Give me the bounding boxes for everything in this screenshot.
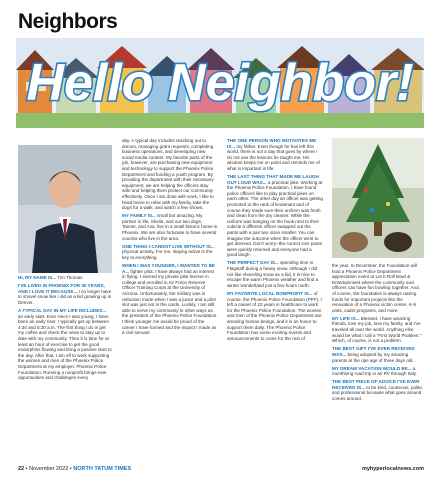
banner-title: Hello Neighbor! [26,54,414,112]
question-heading: MY DREAM VACATION WOULD BE... [332,365,412,371]
question-heading: MY LIFE IS... [332,315,360,321]
footer-left [18,466,131,472]
issue-date: November 2022 [29,466,69,472]
hello-neighbor-banner [16,38,424,128]
question-heading: THE PERFECT DAY IS... [227,260,279,266]
answer-text: fighter pilot. I have always had an interest in flying. I earned my private pilot license in college and enrolled in Air Force Reserve Officer Training Corps at the University of Arizona. Unfortunately, the military was in reduction mode when I was a junior and a pilot slot was just not in the cards. Luckily, I am still able to serve my community in other ways as the president of the Phoenix Police Foundation. I think younger me would be proud of the career I have formed and the impact I made as a civil servant. [122,268,218,336]
page-number: 22 [18,466,25,472]
answer-text: a monthlong road trip in an RV through Italy. [332,365,418,377]
page-footer [18,466,424,472]
answer-text: Tim Thomas [57,275,83,280]
column-2 [122,138,218,338]
publication-name: NORTH TATUM TIMES [73,466,132,472]
portrait-photo [18,145,112,273]
question-heading: WHEN I WAS YOUNGER, I WANTED TO BE A... [122,262,215,274]
question-heading: THE ONE PERSON WHO MOTIVATES ME IS... [227,138,317,149]
answer-text: of course, the Phoenix Police Foundation (PPF). I left a career of 22 years in healthcare to work for the Phoenix Police Foundation. The women and men of the Phoenix Police Department are amazing human beings, and it is an honor to support them daily. The Phoenix Police Foundation has some exciting events and announcements to come for the rest of [227,290,322,341]
answer-text: being adopted by my amazing parents at the ripe age of three days old. [332,351,414,363]
column-3 [227,138,323,344]
family-photo [332,138,424,258]
answer-text: I no longer have to shovel snow like I did as a kid growing up in Denver. [18,288,112,305]
answer-text: my father. Even though he has left this world, there is not a day that goes by where I do not use the lessons he taught me. His wisdom keeps me on point and reminds me of what is important in life. [227,143,320,171]
column-4 [332,263,424,404]
section-title: Neighbors [18,10,118,33]
website-link[interactable]: myhyperlocalnews.com [361,466,424,472]
question-heading: THE BEST GIFT I'VE EVER RECEIVED WAS... [332,346,415,357]
footer-separator: • [25,466,30,472]
question-heading: HI, MY NAME IS... [18,275,57,280]
answer-text: a practical joke. Working at the Phoenix Police Foundation, I have found police officers like to play practical jokes on each other. The other day an officer was getting promoted to the rank of lieutenant and of course they made sure their uniform was fresh and clean from the dry cleaner. While the uniform was hanging on the hook next to their cubicle a different officer swapped out the pants with a pair two sizes smaller. You can imagine the outcome when the officer went to get dressed. Don't worry–the correct size pants were quickly returned and everyone had a good laugh. [227,179,323,258]
question-heading: A TYPICAL DAY IN MY LIFE INCLUDES... [18,307,107,313]
question-heading: I'VE LIVED IN PHOENIX FOR 30 YEARS, AND I LOVE IT BECAUSE... [18,283,105,294]
question-heading: ONE THING I CANNOT LIVE WITHOUT IS... [122,243,215,249]
answer-text: an early start. Ever since I was young, I have been an early riser. I typically get up between 4:30 and 5:30 a.m. The first thing I do is get my coffee and check the news to stay up to date with my community. Then it is time for at least an hour of exercise to get the good endorphins flowing and bring a positive start to the day. After that, I am off to work supporting the women and men of the Phoenix Police Department at my employer, Phoenix Police Foundation. Running a nonprofit brings new opportunities and challenges every [18,313,112,381]
question-heading: THE LAST THING THAT MADE ME LAUGH OUT LOUD WAS... [227,174,319,185]
question-heading: THE BEST PIECE OF ADVICE I'VE EVER RECEIVED IS... [332,379,420,390]
footer-separator: • [69,466,74,472]
answer-text: spending time in Flagstaff during a heavy snow. Although I did not like shoveling snow as a kid, it is nice to escape the warm Phoenix weather and find a winter wonderland just a few hours north. [227,260,318,288]
answer-text: physical activity. For me, staying active is the key to everything. [122,249,213,260]
question-heading: MY FAVORITE LOCAL NONPROFIT IS... [227,290,313,296]
answer-text: Blessed. I have amazing friends, love my job, love my family, and I've traveled all over the world. Anything else would be what I call a "First World Problem." Which, of course, is not a problem. [332,315,422,344]
answer-text: to be kind, courteous, polite, and professional because what goes around comes around. [332,384,424,402]
question-heading: MY FAMILY IS... [122,213,156,219]
answer-text: the year. In December, the Foundation will host a Phoenix Police Department appreciation event at Let It Roll Bowl & Entertainment where the community and officers can have fun bowling together. And, of course, the foundation is always raising funds for important projects like the renovation of a Phoenix victim center, K-9 units, cadet programs, and more. [332,263,420,313]
answer-text: day. A typical day includes reaching out to donors, managing grant requests, completing business operations, and developing new social media content. My favorite parts of the job, however, are purchasing new equipment and technology to support the Phoenix Police Department and funding a youth program. By providing the department with their necessary equipment, we are helping the officers stay safe and helping them protect our community effectively. Once I am done with work, I like to head home to relax with my family, take the dogs for a walk, and watch a few shows. [122,138,214,211]
answer-text: small but amazing. My partner in life, Sheila, and our two dogs, Tanner, and Ava, live in a small historic home in Phoenix. We are also fortunate to have several cousins who live in the area. [122,213,218,241]
